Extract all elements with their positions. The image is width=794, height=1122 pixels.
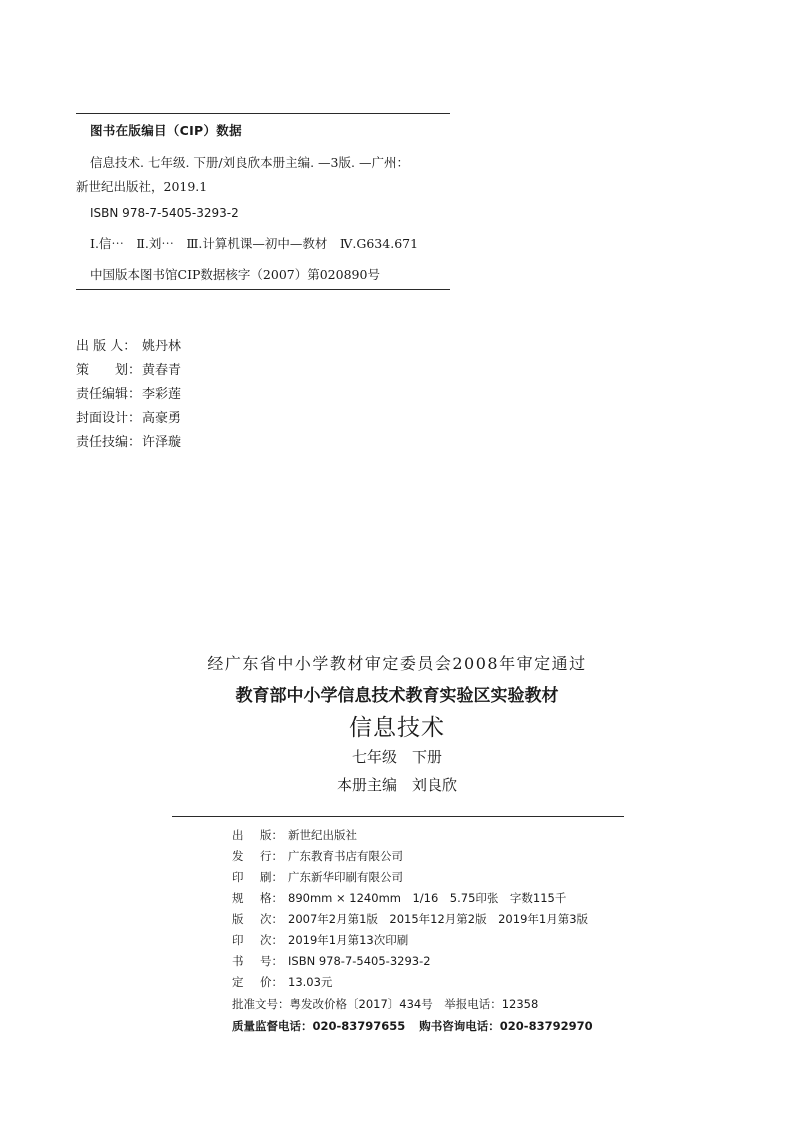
pub-row-printing — [232, 933, 408, 947]
pub-value: 890mm × 1240mm 1/16 5.75印张 字数115千 — [288, 891, 567, 905]
approval-statement: 经广东省中小学教材审定委员会2008年审定通过 — [207, 654, 587, 673]
pub-row-format — [232, 891, 566, 905]
pub-label-char: 发 — [232, 849, 244, 863]
pub-label-char: 定 — [232, 975, 244, 989]
staff-label: 封面设计： — [76, 411, 142, 426]
grade-volume: 七年级 下册 — [351, 748, 442, 766]
pub-row-edition — [232, 912, 588, 926]
pub-value: ISBN 978-7-5405-3293-2 — [288, 954, 431, 968]
pub-value: 2007年2月第1版 2015年12月第2版 2019年1月第3版 — [288, 912, 589, 926]
pub-row-printer — [232, 870, 403, 884]
series-title: 教育部中小学信息技术教育实验区实验教材 — [235, 686, 559, 706]
cip-heading: 图书在版编目（CIP）数据 — [90, 123, 242, 138]
pub-value: 新世纪出版社 — [288, 828, 357, 842]
pub-label-char: 刷： — [260, 870, 283, 884]
cip-line-1: 信息技术. 七年级. 下册/刘良欣本册主编. —3版. —广州： — [90, 155, 409, 170]
pub-contact-phones — [232, 1019, 593, 1033]
cip-top-rule — [76, 113, 450, 114]
cip-bottom-rule — [76, 289, 450, 290]
pub-row-isbn — [232, 954, 431, 968]
pub-row-price — [232, 975, 332, 989]
staff-publisher — [76, 339, 181, 355]
cip-line-2: 新世纪出版社，2019.1 — [76, 179, 208, 194]
order-phone-label: 购书咨询电话： — [419, 1019, 500, 1033]
pub-label-char: 行： — [260, 849, 283, 863]
pub-label-char: 号： — [260, 954, 283, 968]
cip-isbn: ISBN 978-7-5405-3293-2 — [90, 206, 239, 220]
order-phone-number: 020-83792970 — [499, 1019, 593, 1033]
book-title: 信息技术 — [349, 715, 445, 741]
pub-label-char: 格： — [260, 891, 283, 905]
pub-approval-document: 批准文号：粤发改价格〔2017〕434号 举报电话：12358 — [232, 997, 539, 1011]
chief-editor: 本册主编 刘良欣 — [336, 776, 457, 794]
pub-value: 广东教育书店有限公司 — [288, 849, 403, 863]
pub-label-char: 价： — [260, 975, 283, 989]
pub-value: 2019年1月第13次印刷 — [288, 933, 409, 947]
staff-value: 高豪勇 — [142, 411, 182, 426]
pub-label-char: 书 — [232, 954, 244, 968]
cip-record-number: 中国版本图书馆CIP数据核字（2007）第020890号 — [90, 267, 380, 282]
staff-value: 黄春青 — [142, 363, 182, 378]
staff-label: 出 版 人： — [76, 339, 137, 354]
pub-row-publisher — [232, 828, 357, 842]
quality-phone-number: 020-83797655 — [312, 1019, 406, 1033]
pub-row-distributor — [232, 849, 403, 863]
pub-label-char: 版 — [232, 912, 244, 926]
staff-editor — [76, 387, 181, 403]
staff-value: 姚丹林 — [142, 339, 182, 354]
staff-cover-designer — [76, 411, 181, 427]
pub-label-char: 印 — [232, 933, 244, 947]
pub-label-char: 次： — [260, 912, 283, 926]
pub-value: 13.03元 — [288, 975, 333, 989]
staff-technical-editor — [76, 435, 181, 451]
quality-phone-label: 质量监督电话： — [232, 1019, 313, 1033]
pub-label-char: 次： — [260, 933, 283, 947]
pub-label-char: 出 — [232, 828, 244, 842]
publication-rule — [172, 816, 624, 817]
pub-label-char: 版： — [260, 828, 283, 842]
staff-label: 责任编辑： — [76, 387, 142, 402]
cip-classification: Ⅰ.信⋯ Ⅱ.刘⋯ Ⅲ.计算机课—初中—教材 Ⅳ.G634.671 — [90, 236, 419, 251]
staff-label: 策 划： — [76, 363, 142, 378]
staff-value: 许泽璇 — [142, 435, 182, 450]
staff-value: 李彩莲 — [142, 387, 182, 402]
pub-label-char: 印 — [232, 870, 244, 884]
staff-planner — [76, 363, 181, 379]
pub-label-char: 规 — [232, 891, 244, 905]
pub-value: 广东新华印刷有限公司 — [288, 870, 403, 884]
staff-label: 责任技编： — [76, 435, 142, 450]
